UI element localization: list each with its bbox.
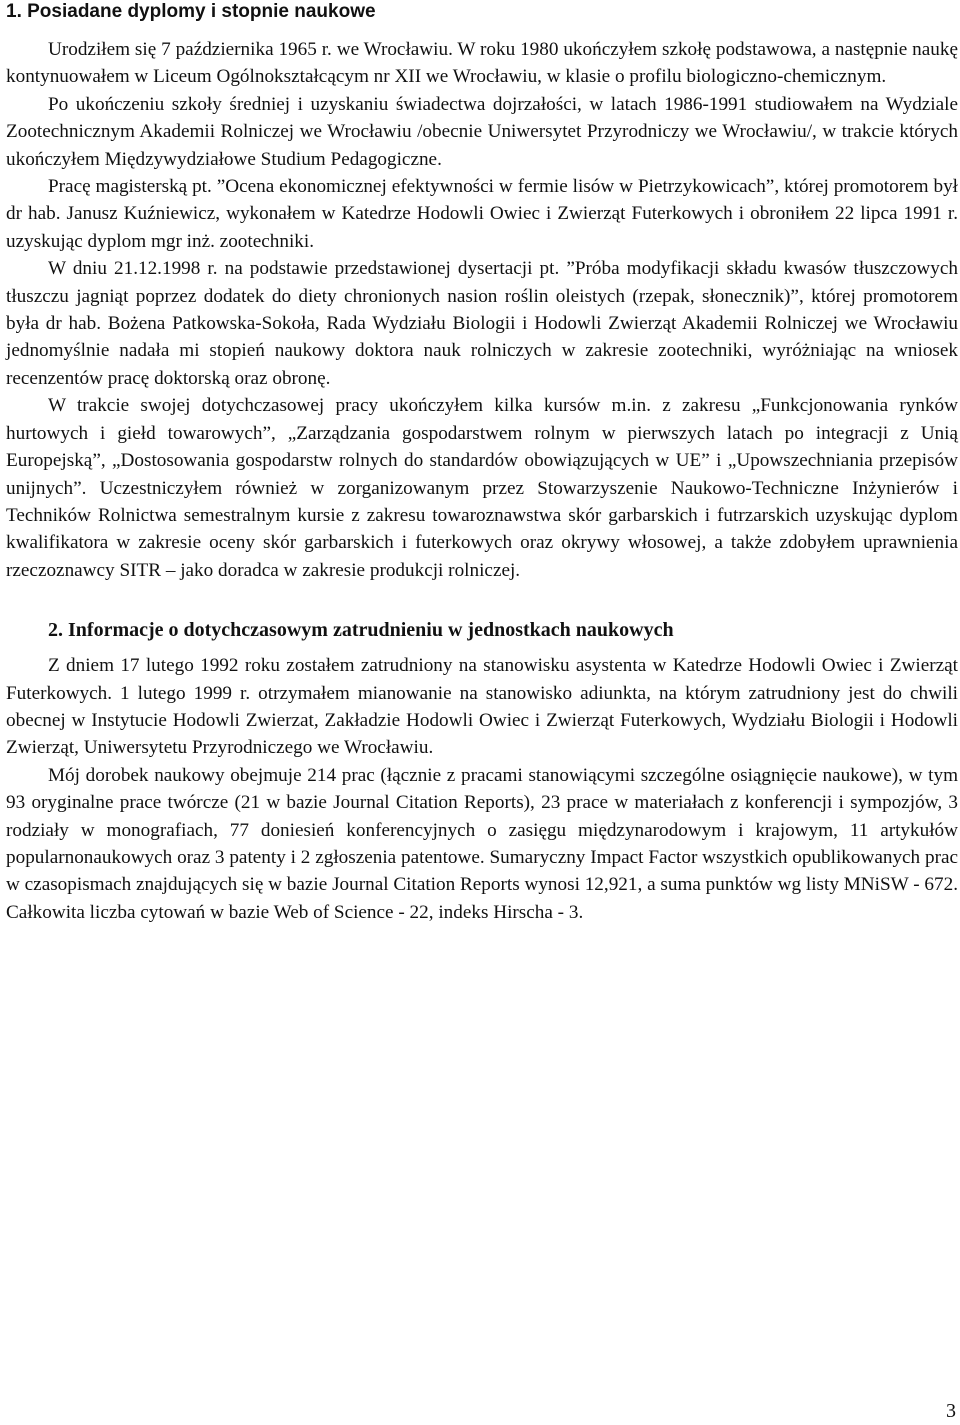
paragraph: Mój dorobek naukowy obejmuje 214 prac (łącznie z pracami stanowiącymi szczególne osiągnięcie naukowe), w tym 93 oryginalne prace twórcze (21 w bazie Journal Citation Reports), 23 prace w materiałach z konferencji i sympozjów, 3 rodziały w monografiach, 77 doniesień konferencyjnych o zasięgu międzynarodowym i krajowym, 11 artykułów popularnonaukowych oraz 3 patenty i 2 zgłoszenia patentowe. Sumaryczny Impact Factor wszystkich opublikowanych prac w czasopismach znajdujących się w bazie Journal Citation Reports wynosi 12,921, a suma punktów wg listy MNiSW - 672. Całkowita liczba cytowań w bazie Web of Science - 22, indeks Hirscha - 3. <box>6 764 958 923</box>
paragraph: Urodziłem się 7 października 1965 r. we Wrocławiu. W roku 1980 ukończyłem szkołę podstawowa, a następnie naukę kontynuowałem w Liceum Ogólnokształcącym nr XII we Wrocławiu, w klasie o profilu biologiczno-chemicznym. <box>6 39 958 88</box>
page-number: 3 <box>946 1400 956 1422</box>
section-heading: 2. Informacje o dotychczasowym zatrudnieniu w jednostkach naukowych <box>48 619 674 642</box>
paragraph: Pracę magisterską pt. ”Ocena ekonomicznej efektywności w fermie lisów w Pietrzykowicach”, której promotorem był dr hab. Janusz Kuźniewicz, wykonałem w Katedrze Hodowli Owiec i Zwierząt Futerkowych i obroniłem 22 lipca 1991 r. uzyskując dyplom mgr inż. zootechniki. <box>6 176 958 252</box>
document-page <box>6 0 958 926</box>
paragraph: Z dniem 17 lutego 1992 roku zostałem zatrudniony na stanowisku asystenta w Katedrze Hodowli Owiec i Zwierząt Futerkowych. 1 lutego 1999 r. otrzymałem mianowanie na stanowisko adiunkta, na którym zatrudniony jest do chwili obecnej w Instytucie Hodowli Zwierzat, Zakładzie Hodowli Owiec i Zwierząt Futerkowych, Wydziału Biologii i Hodowli Zwierząt, Uniwersytetu Przyrodniczego we Wrocławiu. <box>6 655 958 759</box>
section-2-body <box>6 652 958 926</box>
section-heading: 1. Posiadane dyplomy i stopnie naukowe <box>6 1 376 22</box>
paragraph: W dniu 21.12.1998 r. na podstawie przedstawionej dysertacji pt. ”Próba modyfikacji składu kwasów tłuszczowych tłuszczu jagniąt poprzez dodatek do diety chronionych nasion roślin oleistych (rzepak, słonecznik)”, której promotorem była dr hab. Bożena Patkowska-Sokoła, Rada Wydziału Biologii i Hodowli Zwierząt Akademii Rolniczej we Wrocławiu jednomyślnie nadała mi stopień naukowy doktora nauk rolniczych w zakresie zootechniki, wyróżniając na wniosek recenzentów pracę doktorską oraz obronę. <box>6 258 958 389</box>
paragraph: W trakcie swojej dotychczasowej pracy ukończyłem kilka kursów m.in. z zakresu „Funkcjonowania rynków hurtowych i giełd towarowych”, „Zarządzania gospodarstwem rolnym w pierwszych latach po integracji z Unią Europejską”, „Dostosowania gospodarstw rolnych do standardów obowiązujących w UE” i „Upowszechniania przepisów unijnych”. Uczestniczyłem również w zorganizowanym przez Stowarzyszenie Naukowo-Techniczne Inżynierów i Techników Rolnictwa semestralnym kursie z zakresu towaroznawstwa skór garbarskich i futrzarskich uzyskując dyplom kwalifikatora w zakresie oceny skór garbarskich i futerkowych oraz okrywy włosowej, a także zdobyłem uprawnienia rzeczoznawcy SITR – jako doradca w zakresie produkcji rolniczej. <box>6 395 958 581</box>
section-1-body <box>6 36 958 584</box>
paragraph: Po ukończeniu szkoły średniej i uzyskaniu świadectwa dojrzałości, w latach 1986-1991 studiowałem na Wydziale Zootechnicznym Akademii Rolniczej we Wrocławiu /obecnie Uniwersytet Przyrodniczy we Wrocławiu/, w trakcie których ukończyłem Międzywydziałowe Studium Pedagogiczne. <box>6 93 958 170</box>
